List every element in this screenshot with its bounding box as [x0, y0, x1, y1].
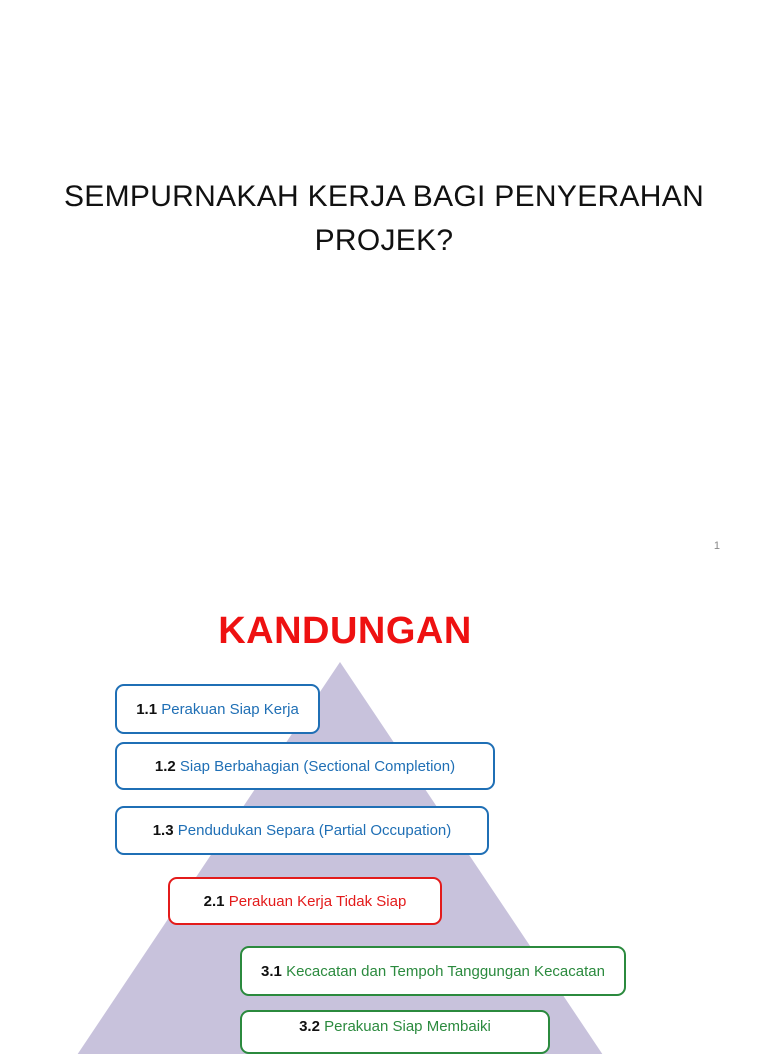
contents-item-1-2[interactable]: [115, 742, 495, 790]
item-label: Perakuan Siap Membaiki: [324, 1018, 491, 1035]
slide-title-line-2: PROJEK?: [314, 224, 454, 257]
contents-item-3-1[interactable]: [240, 946, 626, 996]
contents-item-1-1[interactable]: [115, 684, 320, 734]
item-number: 3.2: [299, 1018, 320, 1035]
contents-item-3-2[interactable]: [240, 1010, 550, 1054]
item-label: Perakuan Kerja Tidak Siap: [228, 892, 407, 910]
item-number: 2.1: [203, 892, 225, 910]
item-number: 1.1: [136, 700, 158, 718]
slide-2: [0, 588, 768, 1035]
contents-title: KANDUNGAN: [218, 610, 472, 652]
page-number: 1: [713, 540, 720, 552]
item-number: 1.2: [154, 757, 176, 775]
item-label: Siap Berbahagian (Sectional Completion): [179, 757, 456, 775]
item-label: Kecacatan dan Tempoh Tanggungan Kecacatan: [286, 962, 605, 980]
contents-item-1-3[interactable]: [115, 806, 489, 855]
contents-item-2-1[interactable]: [168, 877, 442, 925]
slide-title-line-1: SEMPURNAKAH KERJA BAGI PENYERAHAN: [63, 180, 705, 213]
item-label: Perakuan Siap Kerja: [161, 700, 299, 718]
slide-title: [40, 175, 728, 263]
item-label: Pendudukan Separa (Partial Occupation): [177, 822, 452, 839]
item-number: 3.1: [261, 962, 282, 980]
item-number: 1.3: [152, 822, 174, 839]
